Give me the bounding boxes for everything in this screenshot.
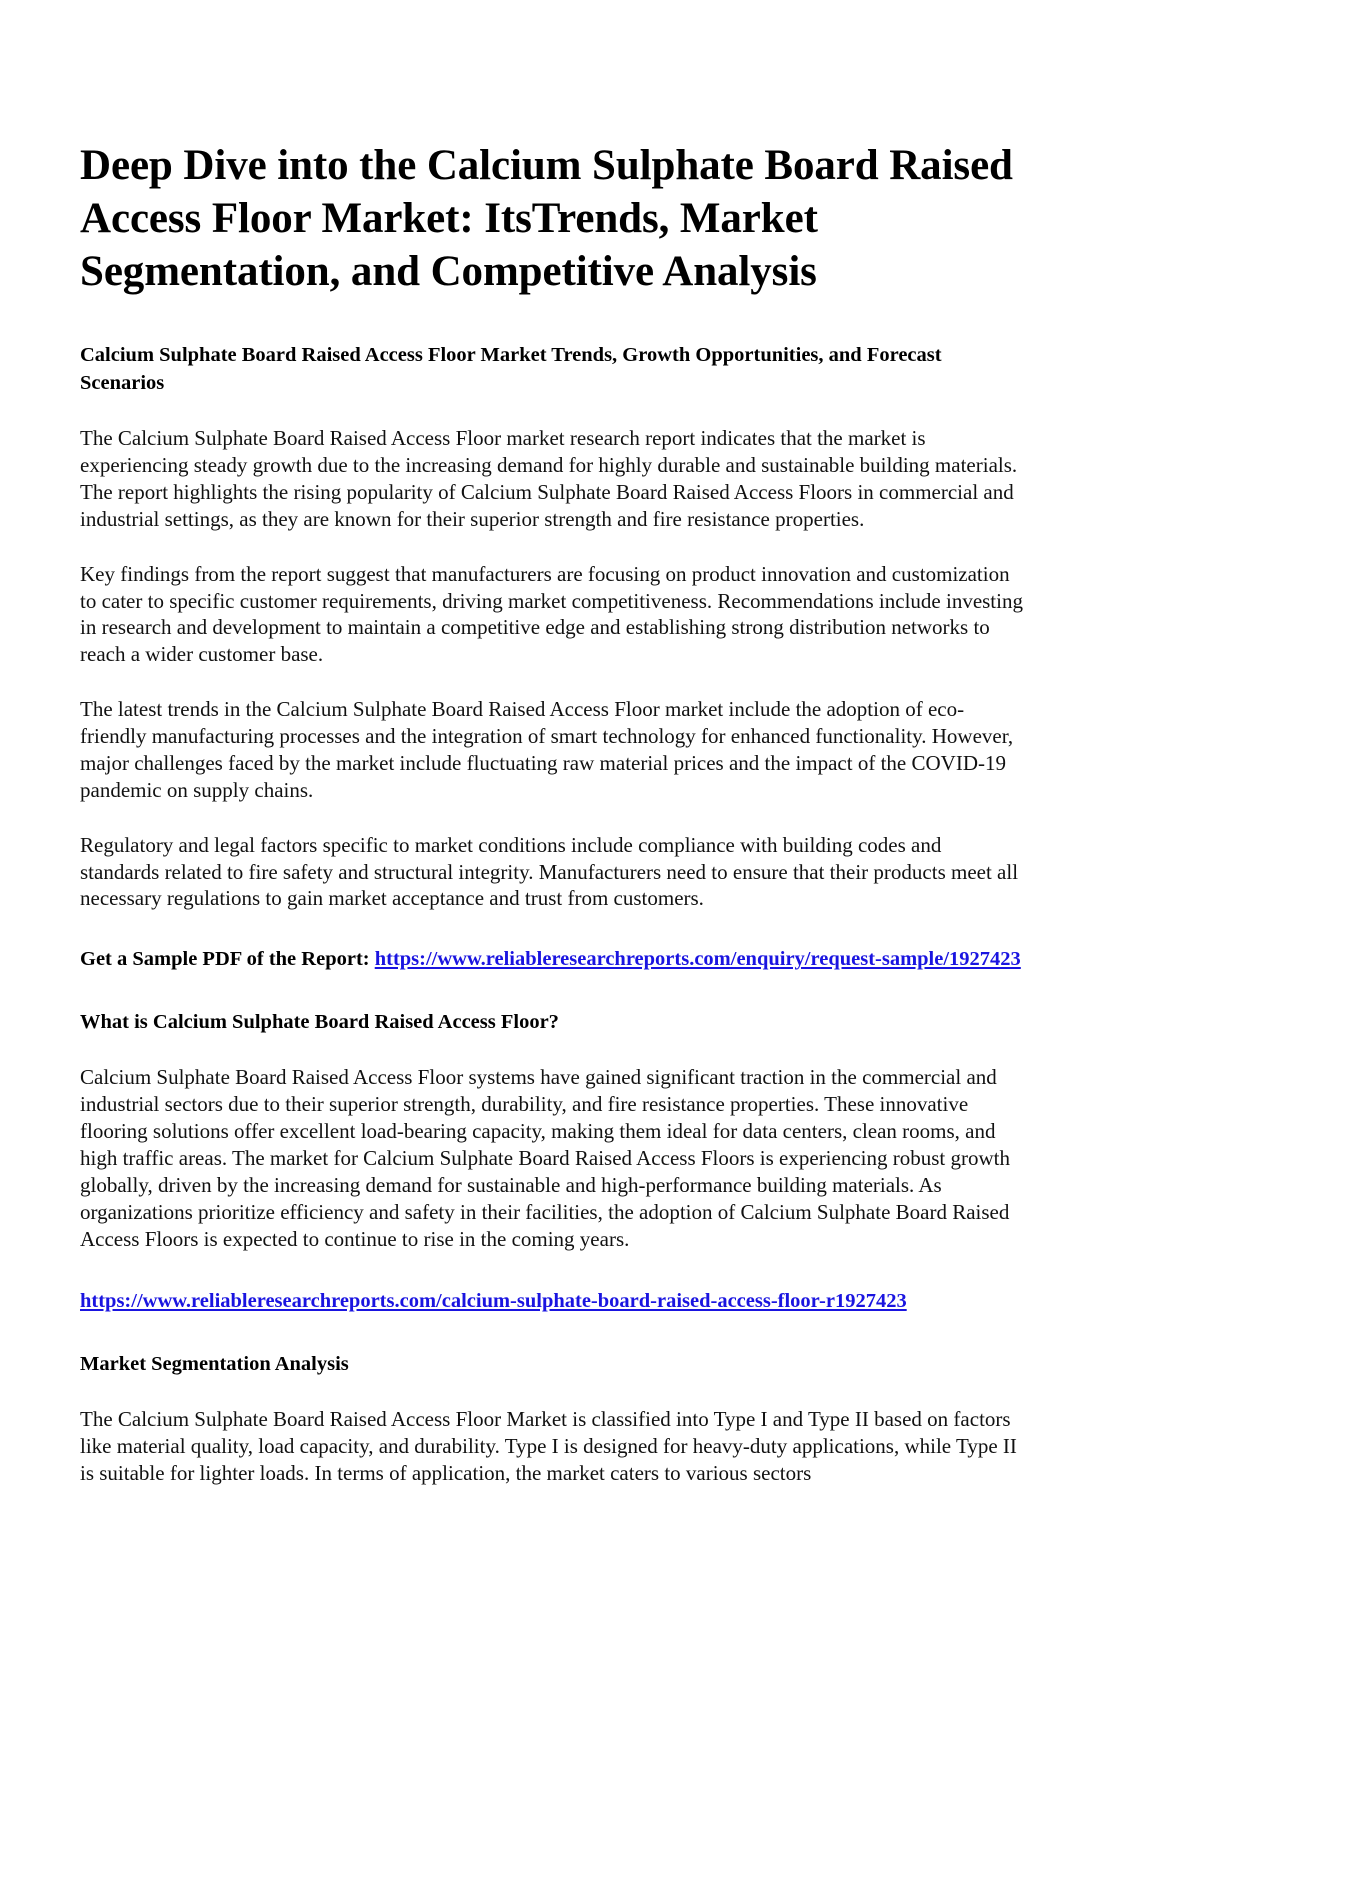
sample-pdf-label: Get a Sample PDF of the Report: — [80, 948, 370, 971]
subheading-market-trends: Calcium Sulphate Board Raised Access Floor Market Trends, Growth Opportunities, and Forecast Scenarios — [80, 343, 942, 394]
paragraph-product-description: Calcium Sulphate Board Raised Access Floor systems have gained significant traction in the commercial and industrial sectors due to their superior strength, durability, and fire resistance properties. These innovative flooring solutions offer excellent load-bearing capacity, making them ideal for data centers, clean rooms, and high traffic areas. The market for Calcium Sulphate Board Raised Access Floors is experiencing robust growth globally, driven by the increasing demand for sustainable and high-performance building materials. As organizations prioritize efficiency and safety in their facilities, the adoption of Calcium Sulphate Board Raised Access Floors is expected to continue to rise in the coming years. — [80, 1065, 1010, 1251]
page-title: Deep Dive into the Calcium Sulphate Board Raised Access Floor Market: ItsTrends, Market Segmentation, and Competitive Analysis — [80, 142, 1013, 295]
paragraph-market-overview: The Calcium Sulphate Board Raised Access Floor market research report indicates that the market is experiencing steady growth due to the increasing demand for highly durable and sustainable building materials. The report highlights the rising popularity of Calcium Sulphate Board Raised Access Floors in commercial and industrial settings, as they are known for their superior strength and fire resistance properties. — [80, 426, 1018, 531]
sample-pdf-line — [80, 946, 1024, 974]
heading-market-segmentation: Market Segmentation Analysis — [80, 1353, 349, 1376]
paragraph-key-findings: Key findings from the report suggest that manufacturers are focusing on product innovation and customization to cater to specific customer requirements, driving market competitiveness. Recommendations include investing in research and development to maintain a competitive edge and establishing strong distribution networks to reach a wider customer base. — [80, 561, 1023, 667]
paragraph-segmentation-types: The Calcium Sulphate Board Raised Access Floor Market is classified into Type I and Type II based on factors like material quality, load capacity, and durability. Type I is designed for heavy-duty applications, while Type II is suitable for lighter loads. In terms of application, the market caters to various sectors — [80, 1407, 1017, 1486]
paragraph-latest-trends: The latest trends in the Calcium Sulphate Board Raised Access Floor market include the adoption of eco-friendly manufacturing processes and the integration of smart technology for enhanced functionality. However, major challenges faced by the market include fluctuating raw material prices and the impact of the COVID-19 pandemic on supply chains. — [80, 697, 1014, 802]
product-link-line — [80, 1288, 1024, 1316]
paragraph-regulatory-factors: Regulatory and legal factors specific to market conditions include compliance with building codes and standards related to fire safety and structural integrity. Manufacturers need to ensure that their products meet all necessary regulations to gain market acceptance and trust from customers. — [80, 832, 1019, 911]
heading-what-is-product: What is Calcium Sulphate Board Raised Access Floor? — [80, 1010, 559, 1033]
product-page-link[interactable]: https://www.reliableresearchreports.com/calcium-sulphate-board-raised-access-floor-r1927423 — [80, 1290, 907, 1313]
document-content — [80, 140, 1024, 1487]
sample-pdf-link[interactable]: https://www.reliableresearchreports.com/enquiry/request-sample/1927423 — [374, 948, 1021, 971]
